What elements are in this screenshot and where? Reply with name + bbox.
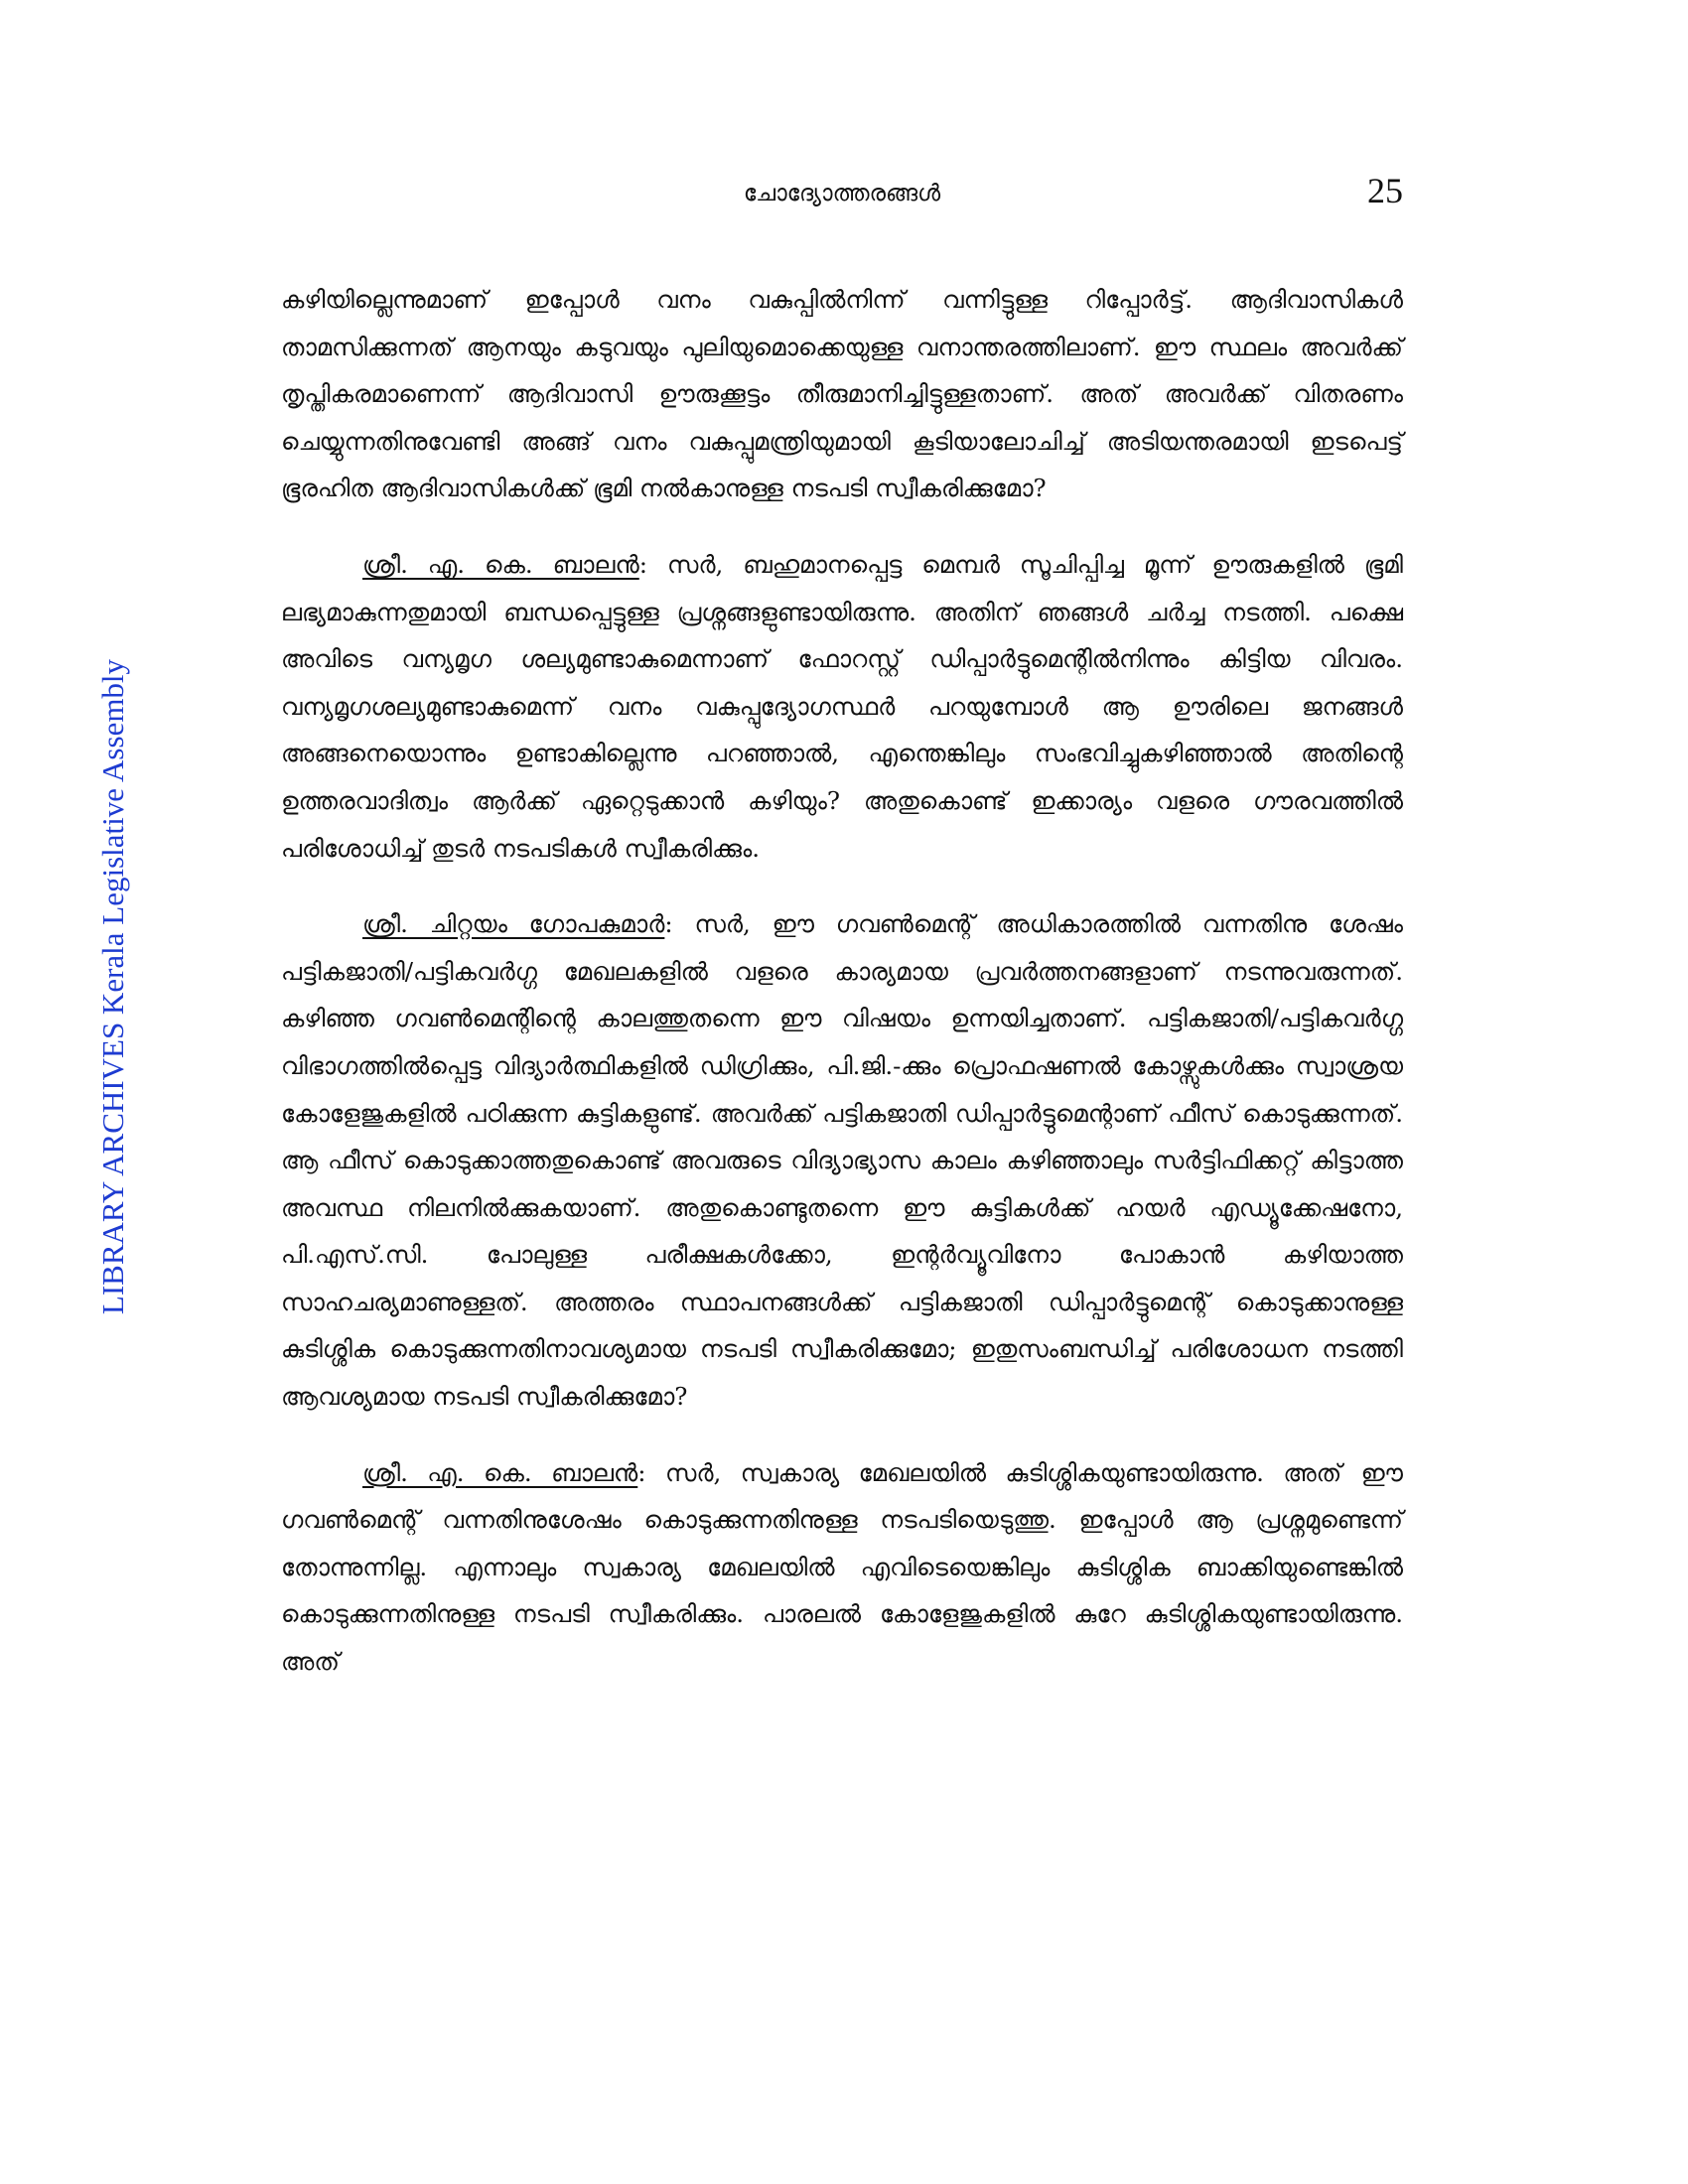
- body-text: [281, 276, 1403, 1714]
- archive-watermark: LIBRARY ARCHIVES Kerala Legislative Assembly: [95, 658, 130, 1315]
- running-title: ചോദ്യോത്തരങ്ങൾ: [743, 181, 941, 206]
- running-header: [281, 171, 1403, 220]
- speaker-name: ശ്രീ. ചിറ്റയം ഗോപകുമാർ: [362, 909, 665, 939]
- page-number: 25: [1367, 171, 1403, 210]
- paragraph-text: : സർ, ബഹുമാനപ്പെട്ട മെമ്പർ സൂചിപ്പിച്ച മൂന്ന് ഊരുകളിൽ ഭൂമി ലഭ്യമാകുന്നതുമായി ബന്ധപ്പെട്ടുള്ള പ്രശ്നങ്ങളുണ്ടായിരുന്നു. അതിന് ഞങ്ങൾ ചർച്ച നടത്തി. പക്ഷെ അവിടെ വന്യമൃഗ ശല്യമുണ്ടാകുമെന്നാണ് ഫോറസ്റ്റ് ഡിപ്പാർട്ടുമെന്റിൽനിന്നും കിട്ടിയ വിവരം. വന്യമൃഗശല്യമുണ്ടാകുമെന്ന് വനം വകുപ്പുദ്യോഗസ്ഥർ പറയുമ്പോൾ ആ ഊരിലെ ജനങ്ങൾ അങ്ങനെയൊന്നും ഉണ്ടാകില്ലെന്നു പറഞ്ഞാൽ, എന്തെങ്കിലും സംഭവിച്ചുകഴിഞ്ഞാൽ അതിന്റെ ഉത്തരവാദിത്വം ആർക്ക് ഏറ്റെടുക്കാൻ കഴിയും? അതുകൊണ്ട് ഇക്കാര്യം വളരെ ഗൗരവത്തിൽ പരിശോധിച്ച് തുടർ നടപടികൾ സ്വീകരിക്കും.: [281, 549, 1403, 863]
- paragraph-question: [281, 900, 1403, 1421]
- paragraph-answer: [281, 1449, 1403, 1686]
- paragraph-text: : സർ, സ്വകാര്യ മേഖലയിൽ കുടിശ്ശികയുണ്ടായിരുന്നു. അത് ഈ ഗവൺമെന്റ് വന്നതിനുശേഷം കൊടുക്കുന്നതിനുള്ള നടപടിയെടുത്തു. ഇപ്പോൾ ആ പ്രശ്നമുണ്ടെന്ന് തോന്നുന്നില്ല. എന്നാലും സ്വകാര്യ മേഖലയിൽ എവിടെയെങ്കിലും കുടിശ്ശിക ബാക്കിയുണ്ടെങ്കിൽ കൊടുക്കുന്നതിനുള്ള നടപടി സ്വീകരിക്കും. പാരലൽ കോളേജുകളിൽ കുറേ കുടിശ്ശികയുണ്ടായിരുന്നു. അത്: [281, 1457, 1403, 1677]
- speaker-name: ശ്രീ. എ. കെ. ബാലൻ: [362, 1457, 638, 1487]
- paragraph-continued: [281, 276, 1403, 512]
- paragraph-answer: [281, 541, 1403, 872]
- paragraph-text: കഴിയില്ലെന്നുമാണ് ഇപ്പോൾ വനം വകുപ്പിൽനിന്ന് വന്നിട്ടുള്ള റിപ്പോർട്ട്. ആദിവാസികൾ താമസിക്കുന്നത് ആനയും കടുവയും പുലിയുമൊക്കെയുള്ള വനാന്തരത്തിലാണ്. ഈ സ്ഥലം അവർക്ക് തൃപ്തികരമാണെന്ന് ആദിവാസി ഊരുക്കൂട്ടം തീരുമാനിച്ചിട്ടുള്ളതാണ്. അത് അവർക്ക് വിതരണം ചെയ്യുന്നതിനുവേണ്ടി അങ്ങ് വനം വകുപ്പുമന്ത്രിയുമായി കൂടിയാലോചിച്ച് അടിയന്തരമായി ഇടപെട്ട് ഭൂരഹിത ആദിവാസികൾക്ക് ഭൂമി നൽകാനുള്ള നടപടി സ്വീകരിക്കുമോ?: [281, 285, 1403, 503]
- speaker-name: ശ്രീ. എ. കെ. ബാലൻ: [362, 549, 639, 579]
- paragraph-text: : സർ, ഈ ഗവൺമെന്റ് അധികാരത്തിൽ വന്നതിനു ശേഷം പട്ടികജാതി/പട്ടികവർഗ്ഗ മേഖലകളിൽ വളരെ കാര്യമായ പ്രവർത്തനങ്ങളാണ് നടന്നുവരുന്നത്. കഴിഞ്ഞ ഗവൺമെന്റിന്റെ കാലത്തുതന്നെ ഈ വിഷയം ഉന്നയിച്ചതാണ്. പട്ടികജാതി/പട്ടികവർഗ്ഗ വിഭാഗത്തിൽപ്പെട്ട വിദ്യാർത്ഥികളിൽ ഡിഗ്രിക്കും, പി.ജി.-ക്കും പ്രൊഫഷണൽ കോഴ്സുകൾക്കും സ്വാശ്രയ കോളേജുകളിൽ പഠിക്കുന്ന കുട്ടികളുണ്ട്. അവർക്ക് പട്ടികജാതി ഡിപ്പാർട്ടുമെന്റാണ് ഫീസ് കൊടുക്കുന്നത്. ആ ഫീസ് കൊടുക്കാത്തതുകൊണ്ട് അവരുടെ വിദ്യാഭ്യാസ കാലം കഴിഞ്ഞാലും സർട്ടിഫിക്കറ്റ് കിട്ടാത്ത അവസ്ഥ നിലനിൽക്കുകയാണ്. അതുകൊണ്ടുതന്നെ ഈ കുട്ടികൾക്ക് ഹയർ എഡ്യൂക്കേഷനോ, പി.എസ്.സി. പോലുള്ള പരീക്ഷകൾക്കോ, ഇന്റർവ്യൂവിനോ പോകാൻ കഴിയാത്ത സാഹചര്യമാണുള്ളത്. അത്തരം സ്ഥാപനങ്ങൾക്ക് പട്ടികജാതി ഡിപ്പാർട്ടുമെന്റ് കൊടുക്കാനുള്ള കുടിശ്ശിക കൊടുക്കുന്നതിനാവശ്യമായ നടപടി സ്വീകരിക്കുമോ; ഇതുസംബന്ധിച്ച് പരിശോധന നടത്തി ആവശ്യമായ നടപടി സ്വീകരിക്കുമോ?: [281, 909, 1403, 1412]
